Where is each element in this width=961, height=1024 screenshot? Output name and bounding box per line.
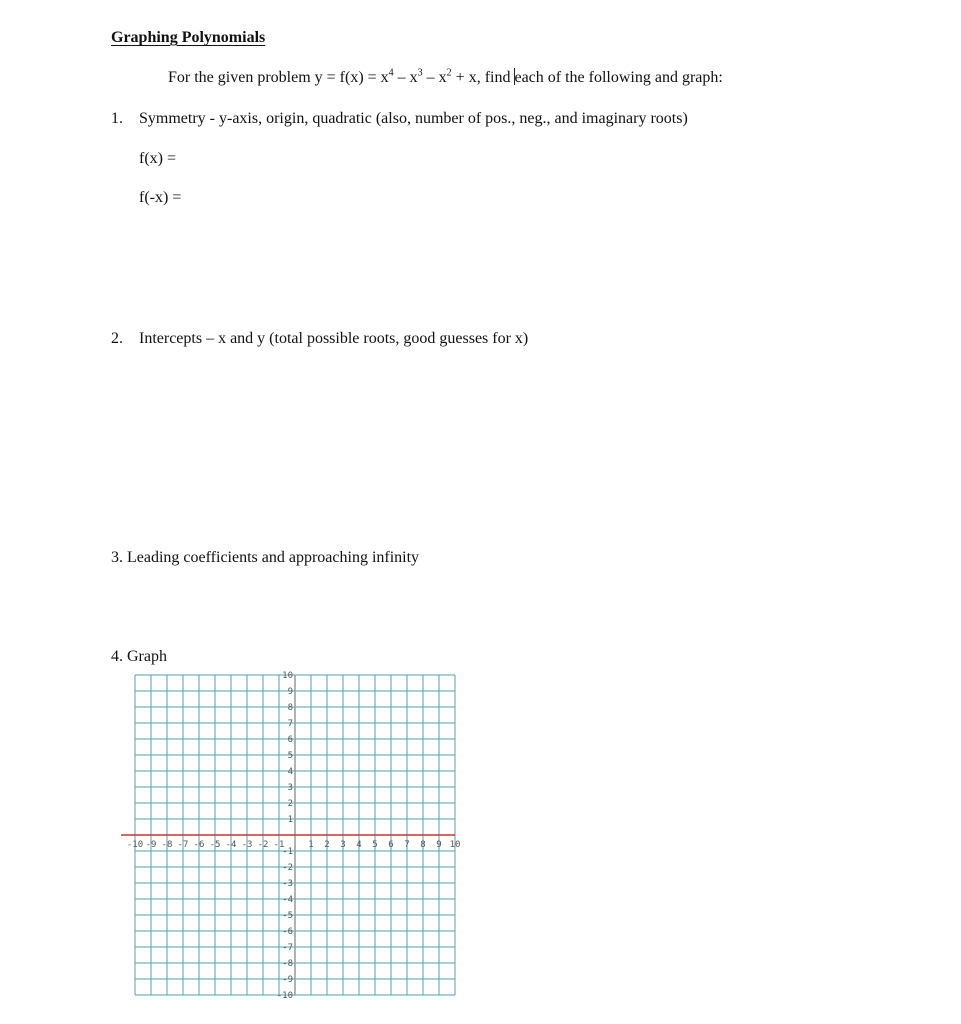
y-tick-label: 9 [287,687,293,697]
x-tick-label: 8 [420,840,426,850]
x-tick-label: -5 [209,840,221,850]
y-tick-label: -6 [282,927,293,937]
y-tick-label: 1 [287,815,293,825]
x-tick-label: -9 [145,840,157,850]
y-tick-label: -5 [282,911,293,921]
problem-prefix: For the given problem y = f(x) = x [168,69,389,86]
problem-suffix: + x, find [451,69,515,86]
y-tick-label: -4 [282,895,293,905]
x-tick-label: -10 [126,840,144,850]
x-tick-label: -8 [161,840,173,850]
y-tick-label: 2 [287,799,293,809]
x-tick-label: 5 [372,840,378,850]
x-tick-label: 9 [436,840,442,850]
exponent-3: 3 [417,67,423,79]
y-tick-label: -7 [282,943,293,953]
y-tick-label: 7 [287,719,293,729]
question-3-text: 3. Leading coefficients and approaching infinity [111,549,420,566]
y-tick-label: 3 [287,783,293,793]
x-tick-label: 1 [308,840,314,850]
question-1-text: Symmetry - y-axis, origin, quadratic (also, number of pos., neg., and imaginary roots) [139,110,688,127]
x-tick-label: 10 [449,840,461,850]
y-tick-label: -8 [282,959,293,969]
problem-suffix-end: each of the following and graph: [514,69,723,86]
x-tick-label: 7 [404,840,410,850]
fx-label: f(x) = [139,150,177,167]
x-tick-label: -4 [225,840,237,850]
question-2-text: Intercepts – x and y (total possible roots, good guesses for x) [139,330,529,347]
x-tick-label: -1 [273,840,285,850]
x-axis-tick-labels [127,840,461,850]
x-tick-label: 2 [324,840,330,850]
y-tick-label: 6 [287,735,293,745]
x-tick-label: -6 [193,840,205,850]
exponent-2: 2 [446,67,452,79]
f-neg-x-label: f(-x) = [139,189,182,206]
question-2-number: 2. [111,330,123,347]
x-tick-label: 3 [340,840,346,850]
x-tick-label: 4 [356,840,362,850]
question-4-text: 4. Graph [111,648,167,665]
y-tick-label: -10 [276,991,293,1001]
y-tick-label: 8 [287,703,293,713]
y-tick-label: -2 [282,863,293,873]
y-tick-label: -1 [282,847,293,857]
question-1-number: 1. [111,110,123,127]
y-tick-label: -9 [282,975,293,985]
x-tick-label: -7 [177,840,189,850]
problem-statement [168,68,723,88]
y-tick-label: 5 [287,751,293,761]
x-tick-label: -3 [241,840,253,850]
problem-term-3: – x [422,69,447,86]
coordinate-grid [112,665,462,1005]
exponent-4: 4 [388,67,394,79]
page-title: Graphing Polynomials [111,29,266,46]
y-tick-label: -3 [282,879,293,889]
x-tick-label: -2 [257,840,269,850]
problem-term-2: – x [393,69,418,86]
y-tick-label: 4 [287,767,293,777]
y-tick-label: 10 [282,671,293,681]
x-tick-label: 6 [388,840,394,850]
